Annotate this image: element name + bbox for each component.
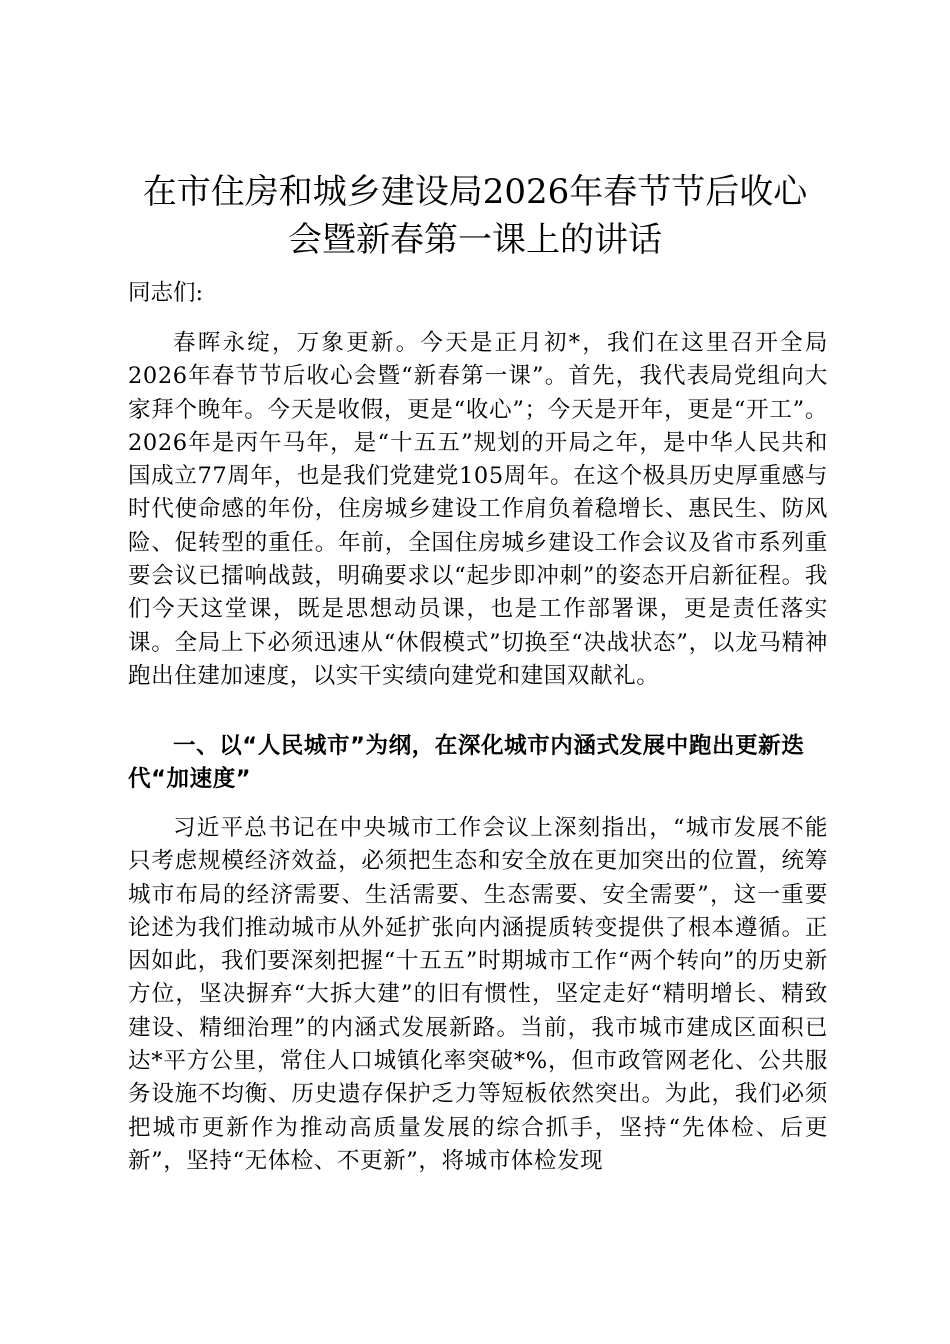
salutation: 同志们:: [128, 280, 204, 306]
document-title: [120, 168, 830, 264]
opening-paragraph: 春晖永绽，万象更新。今天是正月初*，我们在这里召开全局2026年春节节后收心会暨“新春第一课”。首先，我代表局党组向大家拜个晚年。今天是收假，更是“收心”；今天是开年，更是“开工”。2026年是丙午马年，是“十五五”规划的开局之年，是中华人民共和国成立77周年，也是我们党建党105周年。在这个极具历史厚重感与时代使命感的年份，住房城乡建设工作肩负着稳增长、惠民生、防风险、促转型的重任。年前，全国住房城乡建设工作会议及省市系列重要会议已擂响战鼓，明确要求以“起步即冲刺”的姿态开启新征程。我们今天这堂课，既是思想动员课，也是工作部署课，更是责任落实课。全局上下必须迅速从“休假模式”切换至“决战状态”，以龙马精神跑出住建加速度，以实干实绩向建党和建国双献礼。: [128, 330, 828, 689]
section-heading-1: 一、以“人民城市”为纲，在深化城市内涵式发展中跑出更新迭代“加速度”: [128, 733, 805, 792]
title-line-2: 会暨新春第一课上的讲话: [288, 220, 662, 260]
section-1-paragraph: 习近平总书记在中央城市工作会议上深刻指出，“城市发展不能只考虑规模经济效益，必须把生态和安全放在更加突出的位置，统筹城市布局的经济需要、生活需要、生态需要、安全需要”，这一重要论述为我们推动城市从外延扩张向内涵提质转变提供了根本遵循。正因如此，我们要深刻把握“十五五”时期城市工作“两个转向”的历史新方位，坚决摒弃“大拆大建”的旧有惯性，坚定走好“精明增长、精致建设、精细治理”的内涵式发展新路。当前，我市城市建成区面积已达*平方公里，常住人口城镇化率突破*%，但市政管网老化、公共服务设施不均衡、历史遗存保护乏力等短板依然突出。为此，我们必须把城市更新作为推动高质量发展的综合抓手，坚持“先体检、后更新”，坚持“无体检、不更新”，将城市体检发现: [128, 815, 828, 1174]
title-line-1: 在市住房和城乡建设局2026年春节节后收心: [142, 172, 808, 212]
